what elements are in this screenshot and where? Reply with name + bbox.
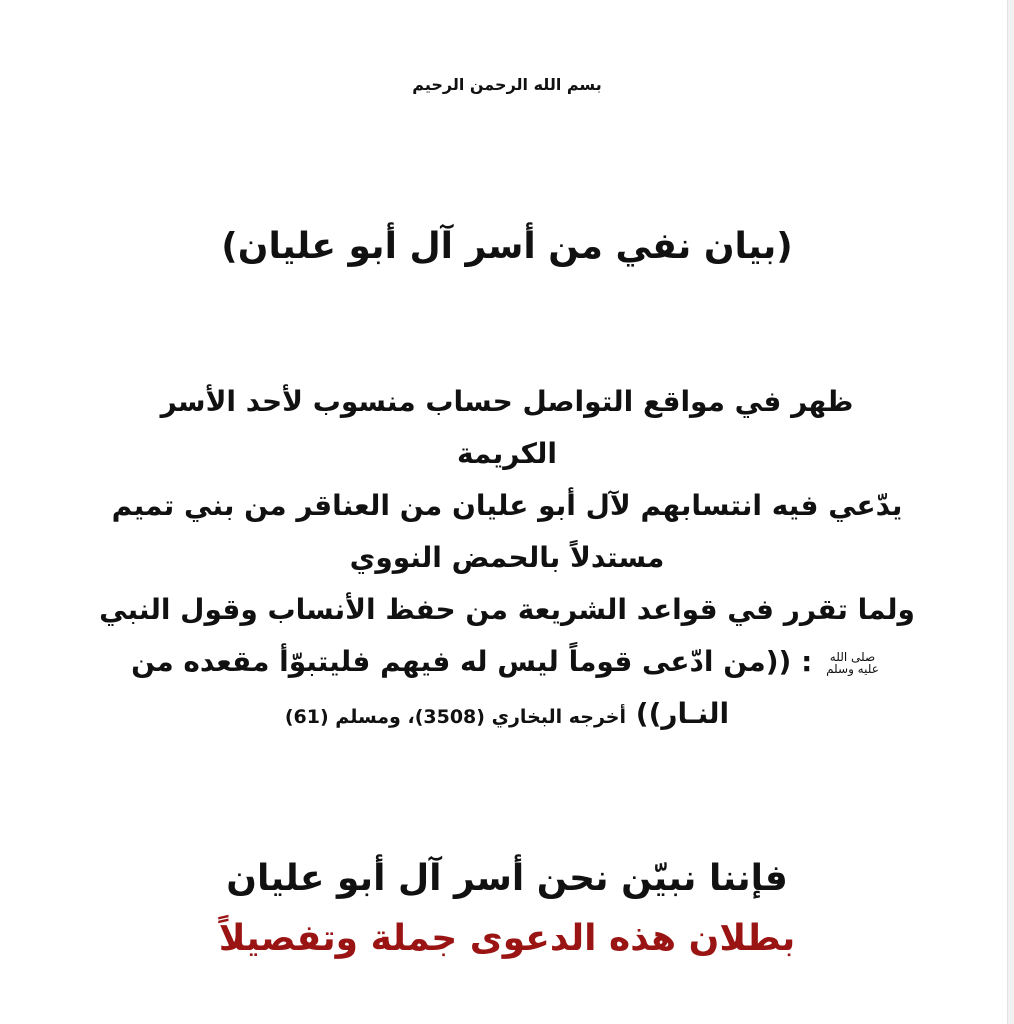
- body-line-1: ظهر في مواقع التواصل حساب منسوب لأحد الأسر: [160, 385, 854, 418]
- basmala: بسم الله الرحمن الرحيم: [412, 75, 602, 94]
- hadith-line: [0, 636, 1014, 688]
- salla-honorific: [826, 651, 879, 675]
- page-edge: [1007, 0, 1014, 1024]
- statement-body: [0, 376, 1014, 740]
- body-line-3: يدّعي فيه انتسابهم لآل أبو عليان من العناقر من بني تميم: [111, 489, 903, 522]
- hadith-text-end: النـار)): [635, 697, 730, 730]
- body-line-5: ولما تقرر في قواعد الشريعة من حفظ الأنساب وقول النبي: [99, 593, 915, 626]
- hadith-end-line: [0, 688, 1014, 740]
- hadith-reference: أخرجه البخاري (3508)، ومسلم (61): [284, 706, 627, 728]
- body-line-2: الكريمة: [456, 437, 558, 470]
- closing-statement: فإننا نبيّن نحن أسر آل أبو عليان: [226, 858, 788, 899]
- closing-verdict: بطلان هذه الدعوى جملة وتفصيلاً: [218, 918, 796, 959]
- body-line-4: مستدلاً بالحمض النووي: [349, 541, 665, 574]
- hadith-text: : ((من ادّعى قوماً ليس له فيهم فليتبوّأ مقعده من: [131, 645, 813, 678]
- statement-title: (بيان نفي من أسر آل أبو عليان): [221, 226, 793, 267]
- salla-bottom: عليه وسلم: [826, 662, 879, 676]
- salla-top: صلى الله: [829, 650, 876, 664]
